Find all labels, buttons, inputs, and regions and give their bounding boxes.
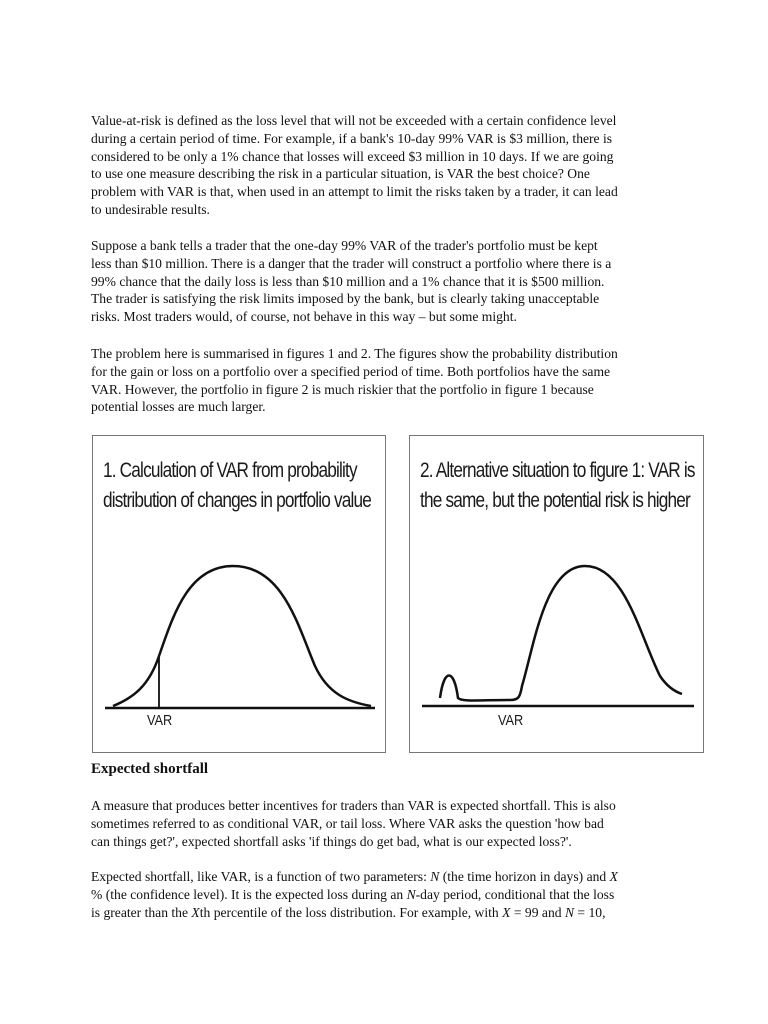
var-label: VAR <box>498 712 524 729</box>
text-line: considered to be only a 1% chance that losses will exceed $3 million in 10 days. If we are going <box>91 148 614 164</box>
italic-x: X <box>191 904 200 920</box>
text-line: to use one measure describing the risk in a particular situation, is VAR the best choice? One <box>91 166 590 182</box>
paragraph-figures-summary <box>91 345 691 416</box>
text-run: (the time horizon in days) and <box>439 869 610 884</box>
text-line: A measure that produces better incentives for traders than VAR is expected shortfall. This is also <box>91 798 616 813</box>
distribution-curve <box>113 566 371 706</box>
figure-title-line: distribution of changes in portfolio value <box>103 489 372 512</box>
text-run: = 10, <box>574 904 606 920</box>
text-line: less than $10 million. There is a danger that the trader will construct a portfolio where there is a <box>91 255 612 271</box>
figure-title-line: the same, but the potential risk is higher <box>420 489 690 512</box>
text-line: potential losses are much larger. <box>91 399 266 415</box>
text-line: to undesirable results. <box>91 201 210 217</box>
text-line: can things get?', expected shortfall asks 'if things do get bad, what is our expected loss?'. <box>91 833 572 849</box>
italic-n: N <box>430 869 440 884</box>
figure-2-diagram <box>410 436 705 754</box>
distribution-curve <box>440 566 682 701</box>
text-line <box>91 886 691 904</box>
text-line: sometimes referred to as conditional VAR, or tail loss. Where VAR asks the question 'how bad <box>91 815 604 831</box>
paragraph-trader-example <box>91 237 691 326</box>
text-line: during a certain period of time. For example, if a bank's 10-day 99% VAR is $3 million, there is <box>91 130 613 146</box>
paragraph-expected-shortfall-definition <box>91 868 691 921</box>
text-line: 99% chance that the daily loss is less than $10 million and a 1% chance that it is $500 million. <box>91 273 605 289</box>
text-run: % (the confidence level). It is the expected loss during an <box>91 886 407 902</box>
section-heading-expected-shortfall: Expected shortfall <box>91 761 209 777</box>
text-line <box>91 868 691 886</box>
text-line <box>91 904 691 922</box>
paragraph-expected-shortfall-intro <box>91 797 691 850</box>
text-line: for the gain or loss on a portfolio over a specified period of time. Both portfolios have the same <box>91 363 611 379</box>
figure-1-diagram <box>93 436 387 754</box>
figure-title-line: 1. Calculation of VAR from probability <box>103 459 357 482</box>
text-line: problem with VAR is that, when used in an attempt to limit the risks taken by a trader, it can lead <box>91 184 618 200</box>
text-line: Value-at-risk is defined as the loss level that will not be exceeded with a certain confidence level <box>91 113 617 128</box>
text-run: Expected shortfall, like VAR, is a function of two parameters: <box>91 869 431 884</box>
italic-n: N <box>406 886 416 902</box>
figure-title-line: 2. Alternative situation to figure 1: VAR is <box>420 459 695 482</box>
var-label: VAR <box>147 712 173 729</box>
italic-x: X <box>502 904 511 920</box>
text-run: = 99 and <box>510 904 565 920</box>
text-line: Suppose a bank tells a trader that the one-day 99% VAR of the trader's portfolio must be kept <box>91 238 598 253</box>
text-run: -day period, conditional that the loss <box>415 886 615 902</box>
italic-x: X <box>609 869 618 884</box>
italic-n: N <box>564 904 575 920</box>
text-run: th percentile of the loss distribution. For example, with <box>199 904 503 920</box>
text-line: The trader is satisfying the risk limits imposed by the bank, but is clearly taking unacceptable <box>91 291 600 307</box>
text-line: risks. Most traders would, of course, not behave in this way – but some might. <box>91 309 517 325</box>
text-run: is greater than the <box>91 904 192 920</box>
paragraph-var-definition <box>91 112 691 219</box>
text-line: VAR. However, the portfolio in figure 2 is much riskier that the portfolio in figure 1 because <box>91 381 594 397</box>
figure-1 <box>92 435 386 753</box>
figure-2 <box>409 435 704 753</box>
text-line: The problem here is summarised in figures 1 and 2. The figures show the probability distribution <box>91 346 618 361</box>
